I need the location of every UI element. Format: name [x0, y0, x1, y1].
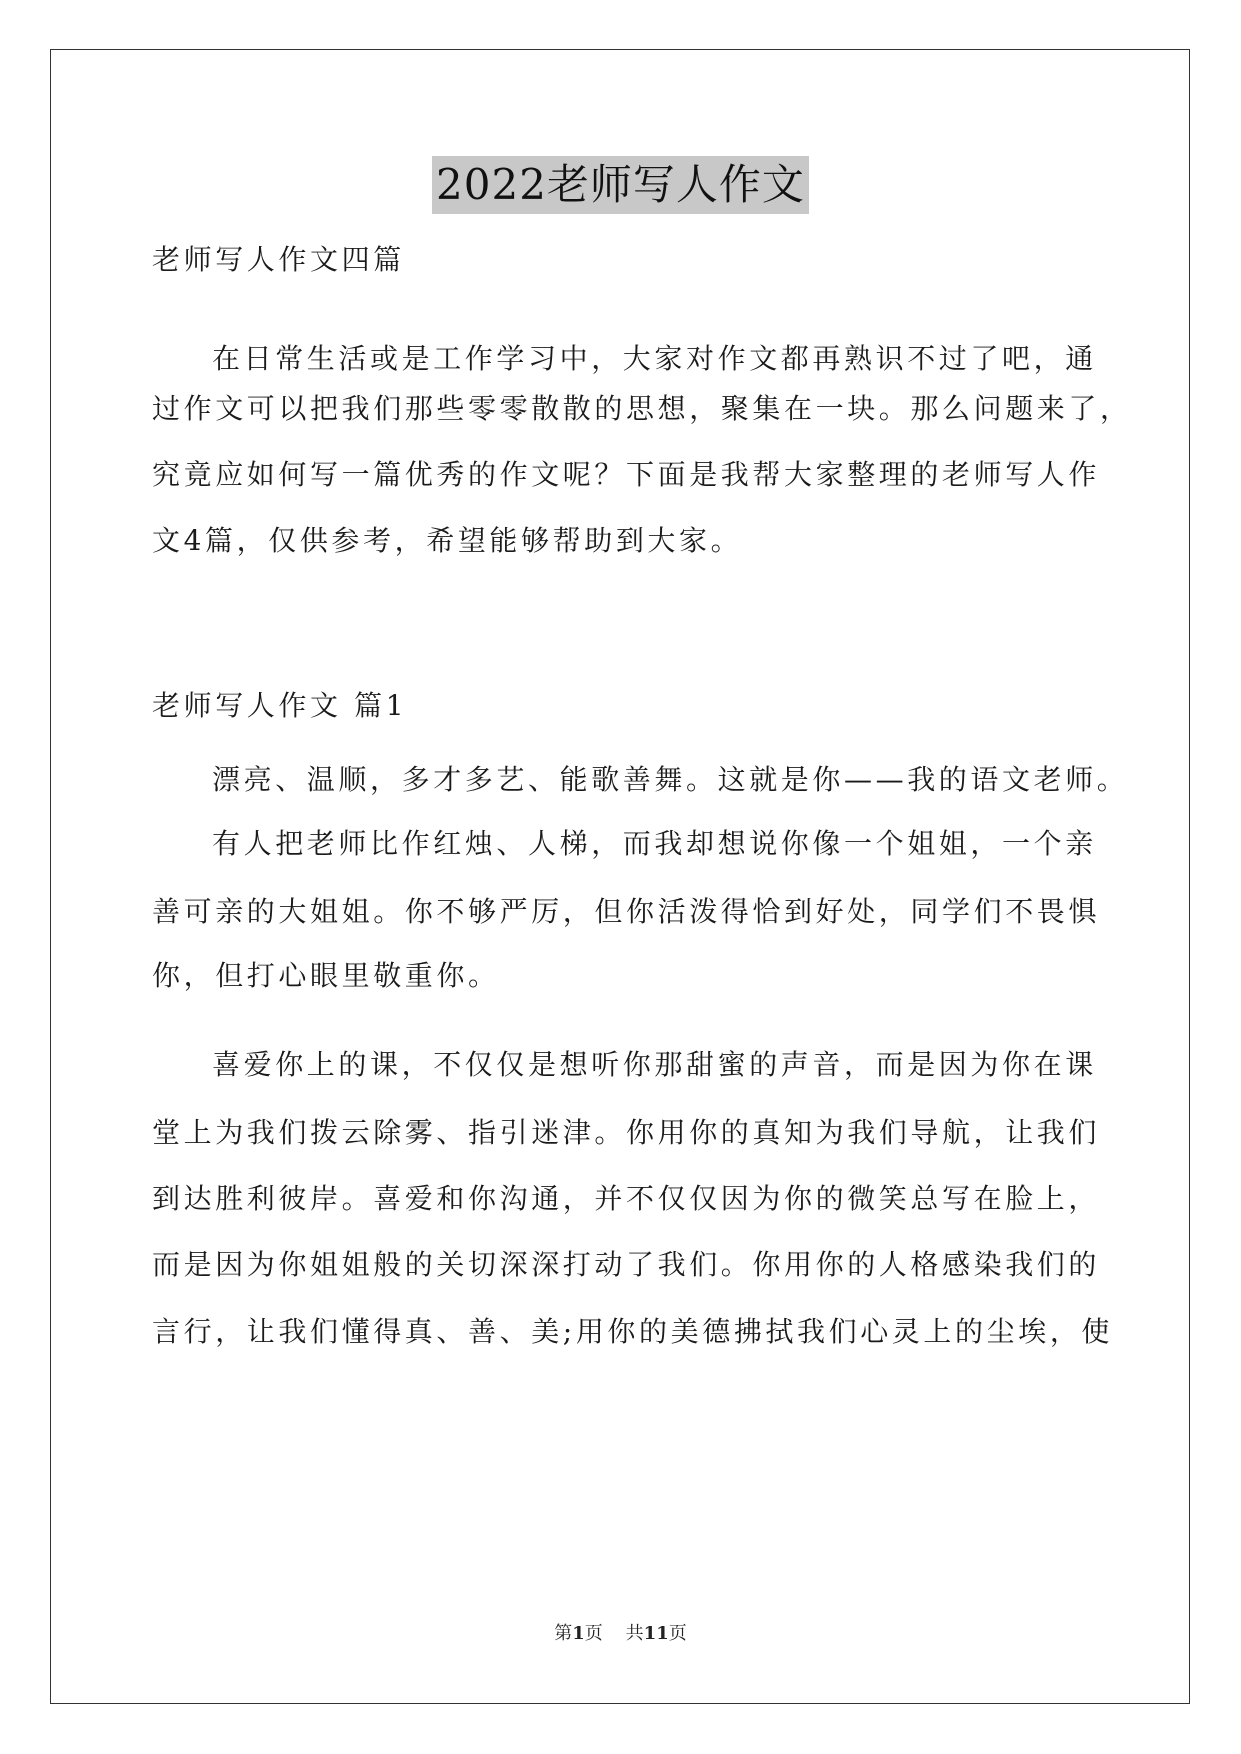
body-line-5: 喜爱你上的课，不仅仅是想听你那甜蜜的声音，而是因为你在课 — [212, 1048, 1097, 1081]
page-prefix: 第 — [554, 1623, 573, 1644]
body-line-4: 你，但打心眼里敬重你。 — [152, 959, 500, 992]
intro-line-2: 过作文可以把我们那些零零散散的思想，聚集在一块。那么问题来了， — [152, 392, 1132, 425]
page-footer — [0, 1622, 1241, 1646]
body-line-7: 到达胜利彼岸。喜爱和你沟通，并不仅仅因为你的微笑总写在脸上， — [152, 1182, 1101, 1215]
document-title: 2022老师写人作文 — [432, 156, 809, 214]
body-line-6: 堂上为我们拨云除雾、指引迷津。你用你的真知为我们导航，让我们 — [152, 1116, 1101, 1149]
document-subtitle: 老师写人作文四篇 — [152, 243, 405, 276]
title-container — [0, 156, 1241, 214]
intro-line-4: 文4篇，仅供参考，希望能够帮助到大家。 — [152, 524, 743, 557]
body-line-1: 漂亮、温顺，多才多艺、能歌善舞。这就是你——我的语文老师。 — [212, 763, 1129, 796]
page-suffix: 页 — [584, 1623, 603, 1644]
intro-line-3: 究竟应如何写一篇优秀的作文呢？下面是我帮大家整理的老师写人作 — [152, 458, 1101, 491]
body-line-2: 有人把老师比作红烛、人梯，而我却想说你像一个姐姐，一个亲 — [212, 827, 1097, 860]
body-line-3: 善可亲的大姐姐。你不够严厉，但你活泼得恰到好处，同学们不畏惧 — [152, 895, 1101, 928]
body-line-9: 言行，让我们懂得真、善、美;用你的美德拂拭我们心灵上的尘埃，使 — [152, 1315, 1114, 1348]
body-line-8: 而是因为你姐姐般的关切深深打动了我们。你用你的人格感染我们的 — [152, 1248, 1101, 1281]
total-prefix: 共 — [625, 1623, 644, 1644]
intro-line-1: 在日常生活或是工作学习中，大家对作文都再熟识不过了吧，通 — [212, 342, 1097, 375]
page-border — [50, 49, 1190, 1704]
page-total: 11 — [643, 1623, 669, 1644]
total-suffix: 页 — [668, 1623, 687, 1644]
section-heading: 老师写人作文 篇1 — [152, 689, 408, 722]
page-current: 1 — [572, 1623, 585, 1644]
